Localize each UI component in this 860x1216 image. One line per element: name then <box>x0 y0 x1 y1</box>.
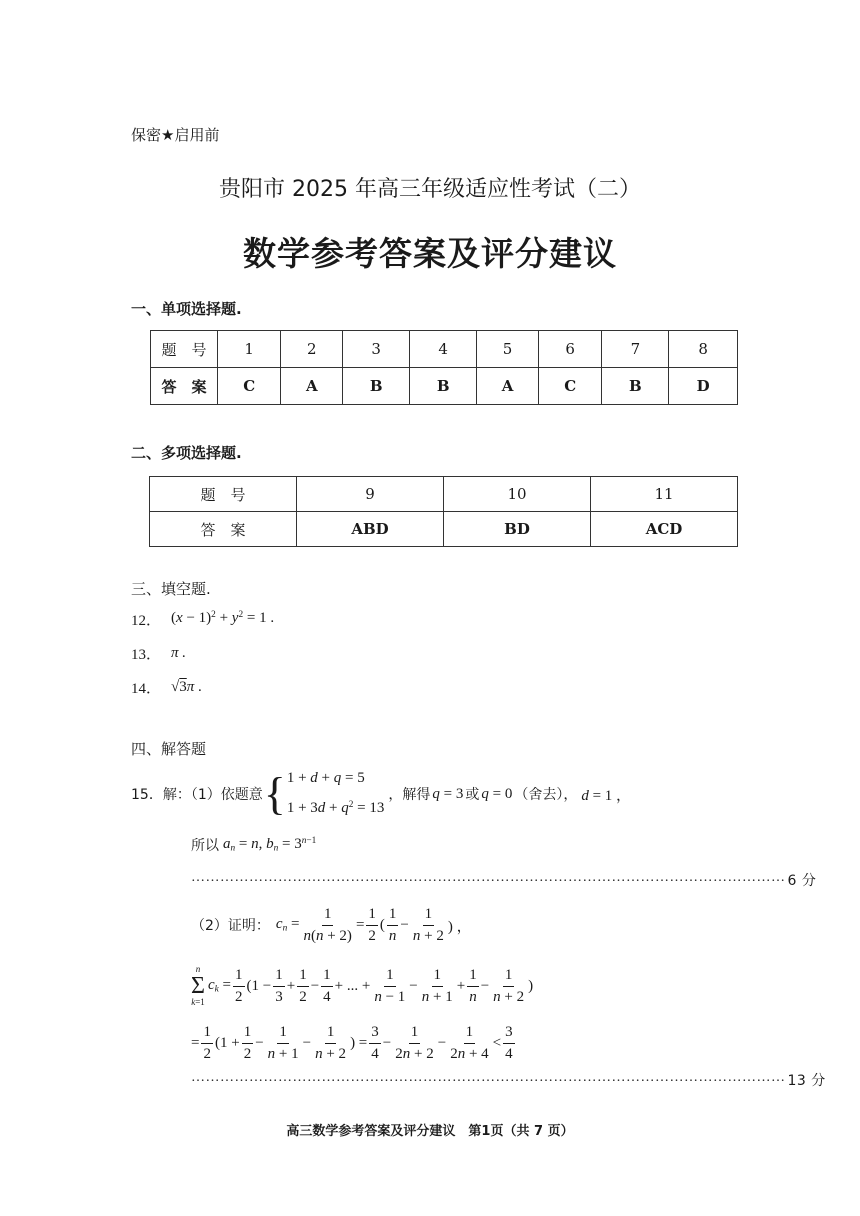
question-number: 6 <box>539 331 602 368</box>
table-row <box>150 512 738 547</box>
multi-choice-table <box>149 476 738 547</box>
question-label: 14． <box>131 680 162 697</box>
result-line: = $\frac{1}{2}$ (1 + $\frac{1}{2}$ − $\frac{1}{n + 1}$ − $\frac{1}{n + 2}$ ) = $\frac{3}{4}$ − $\frac{1}{2n + 2}$ − $\frac{1}{2n + 4}$ < $\frac{3}{4}$ <box>191 1024 513 1062</box>
question-label: 15．解：（1）依题意 <box>131 787 263 803</box>
math-expression: q = 0 <box>481 785 513 802</box>
table-row <box>151 331 738 368</box>
discard-text: （舍去）， <box>514 787 578 803</box>
answer-cell: C <box>539 368 602 405</box>
section4-heading: 四、解答题 <box>131 740 207 758</box>
score-value: 6 分 <box>787 873 817 889</box>
solved-text: ，解得 <box>388 787 431 803</box>
score-line-2: …………………………………………………………………………………………………………… 13 分 <box>191 1070 826 1089</box>
question-label: 12． <box>131 612 162 629</box>
section1-heading: 一、单项选择题. <box>131 300 242 318</box>
main-title: 数学参考答案及评分建议 <box>243 234 617 273</box>
math-expression: $a_n = n$, $b_n = 3^{n-1}$ <box>223 836 317 854</box>
math-expression: d = 1 ， <box>581 787 632 804</box>
question-number: 2 <box>281 331 343 368</box>
question-number: 10 <box>444 477 591 512</box>
answer-cell: ACD <box>591 512 738 547</box>
section2-heading: 二、多项选择题. <box>131 444 242 462</box>
math-expression: √3π . <box>171 678 202 695</box>
section3-heading: 三、填空题. <box>131 580 211 598</box>
question-number: 5 <box>477 331 539 368</box>
answer-cell: A <box>281 368 343 405</box>
or-text: 或 <box>465 787 480 803</box>
answer-cell: C <box>218 368 281 405</box>
question-number: 11 <box>591 477 738 512</box>
part2-label: （2）证明： <box>191 918 270 934</box>
answer-14 <box>131 673 202 701</box>
question-label: 13． <box>131 646 162 663</box>
confidential-label: 保密★启用前 <box>131 126 220 144</box>
row-label-number: 题 号 <box>150 477 297 512</box>
solution-15-result <box>191 832 316 858</box>
answer-cell: D <box>669 368 738 405</box>
question-number: 1 <box>218 331 281 368</box>
exam-title: 贵阳市 2025 年高三年级适应性考试（二） <box>219 177 641 202</box>
answer-cell: B <box>410 368 477 405</box>
math-expression: q = 3 <box>432 785 464 802</box>
so-text: 所以 <box>191 838 219 854</box>
row-label-answer: 答 案 <box>150 512 297 547</box>
question-number: 7 <box>602 331 669 368</box>
question-number: 9 <box>297 477 444 512</box>
summation-line: n Σ k=1 $c_k$ = $\frac{1}{2}$ (1 − $\frac{1}{3}$ + $\frac{1}{2}$ − $\frac{1}{4}$ + ... + $\frac{1}{n - 1}$ − $\frac{1}{n + 1}$ + $\frac{1}{n}$ − $\frac{1}{n + 2}$ ) <box>191 964 534 1007</box>
equation-system: { 1 + d + q = 5 $1 + 3d + q^2 = 13$ <box>263 768 385 819</box>
row-label-answer: 答 案 <box>151 368 218 405</box>
table-row <box>151 368 738 405</box>
question-number: 8 <box>669 331 738 368</box>
math-expression: $(x - 1)^2 + y^2 = 1$ . <box>171 610 275 627</box>
answer-cell: A <box>477 368 539 405</box>
answer-cell: BD <box>444 512 591 547</box>
answer-cell: ABD <box>297 512 444 547</box>
row-label-number: 题 号 <box>151 331 218 368</box>
score-value: 13 分 <box>787 1073 826 1089</box>
score-line-1: …………………………………………………………………………………………………………… 6 分 <box>191 870 817 889</box>
solution-15-part1 <box>131 766 631 822</box>
answer-cell: B <box>602 368 669 405</box>
table-row <box>150 477 738 512</box>
solution-15-part2: （2）证明： $c_n$ = $\frac{1}{n(n + 2)}$ = $\frac{1}{2}$ ( $\frac{1}{n}$ − $\frac{1}{n + 2}$ ) ， <box>191 906 472 944</box>
page-footer: 高三数学参考答案及评分建议 第1页（共 7 页） <box>286 1124 574 1139</box>
answer-cell: B <box>343 368 410 405</box>
single-choice-table <box>150 330 738 405</box>
question-number: 3 <box>343 331 410 368</box>
question-number: 4 <box>410 331 477 368</box>
answer-12 <box>131 606 274 632</box>
answer-13 <box>131 640 186 666</box>
math-expression: π . <box>171 644 187 661</box>
